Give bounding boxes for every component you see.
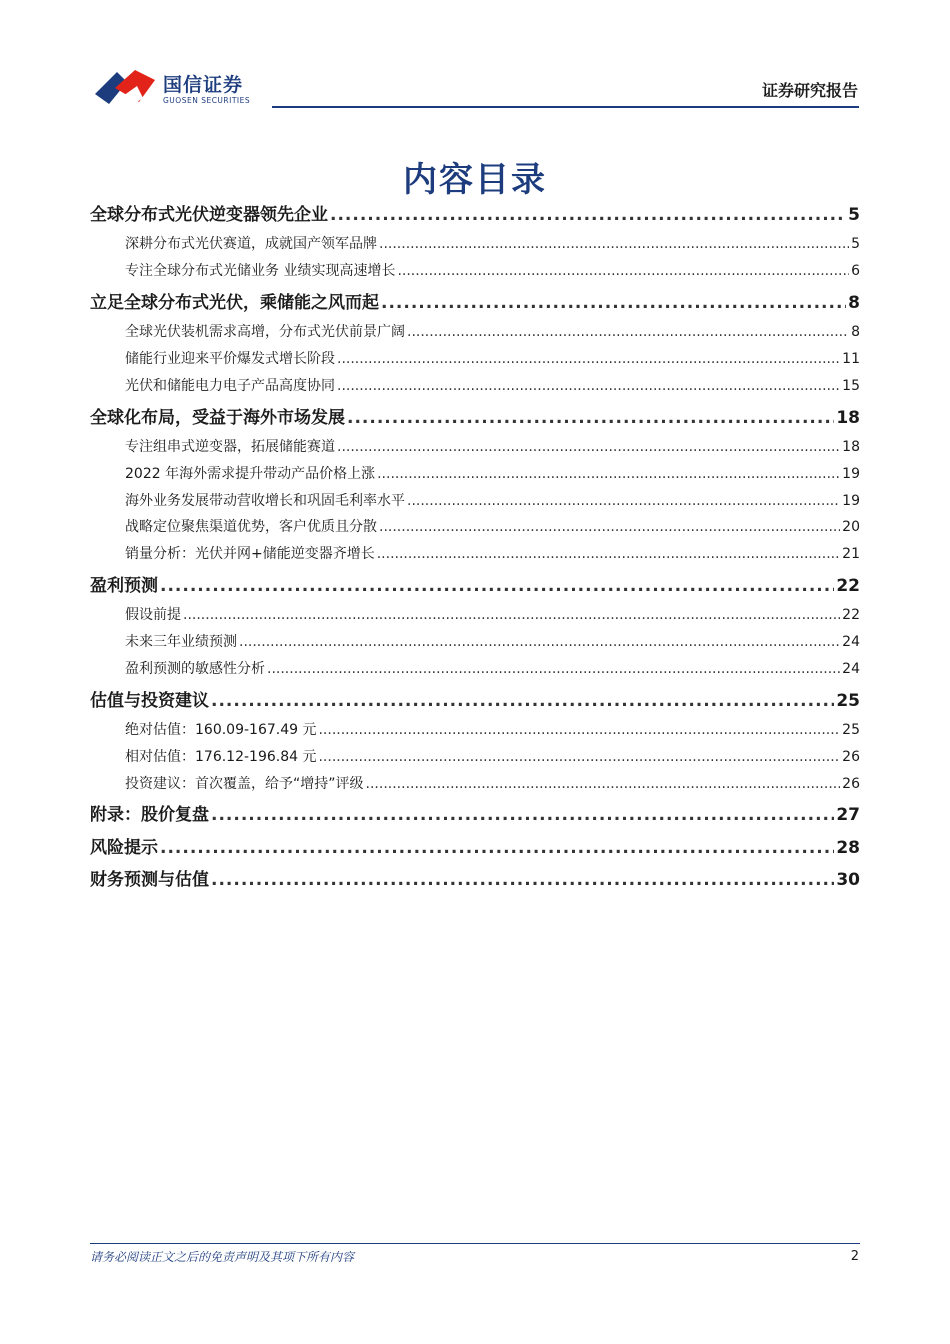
footer-divider — [90, 1243, 860, 1244]
toc-entry-page: 28 — [836, 838, 860, 858]
page-header — [0, 0, 950, 110]
toc-chapter-entry[interactable] — [90, 288, 860, 313]
toc-entry-page: 8 — [848, 293, 860, 313]
toc-section-entry[interactable] — [90, 746, 860, 766]
toc-dot-leader — [377, 546, 840, 562]
toc-entry-page: 6 — [851, 263, 860, 279]
toc-dot-leader — [407, 324, 849, 340]
toc-entry-page: 8 — [851, 324, 860, 340]
toc-entry-title: 立足全球分布式光伏，乘储能之风而起 — [90, 293, 379, 313]
header-divider — [272, 106, 859, 108]
toc-entry-page: 22 — [836, 576, 860, 596]
toc-chapter-entry[interactable] — [90, 833, 860, 858]
toc-dot-leader — [267, 661, 840, 677]
toc-section-entry[interactable] — [90, 260, 860, 280]
toc-dot-leader — [347, 408, 834, 428]
toc-entry-title: 风险提示 — [90, 838, 158, 858]
toc-chapter-entry[interactable] — [90, 200, 860, 225]
toc-dot-leader — [211, 691, 834, 711]
toc-section-entry[interactable] — [90, 321, 860, 341]
toc-entry-page: 20 — [842, 519, 860, 535]
toc-section-entry[interactable] — [90, 490, 860, 510]
toc-chapter-entry[interactable] — [90, 800, 860, 825]
toc-section-entry[interactable] — [90, 516, 860, 536]
toc-entry-page: 19 — [842, 493, 860, 509]
logo-text-en: GUOSEN SECURITIES — [163, 96, 251, 105]
toc-entry-title: 估值与投资建议 — [90, 691, 209, 711]
toc-entry-title: 全球化布局，受益于海外市场发展 — [90, 408, 345, 428]
toc-entry-title: 2022 年海外需求提升带动产品价格上涨 — [125, 466, 376, 482]
guosen-logo-icon — [93, 66, 159, 110]
toc-section-entry[interactable] — [90, 658, 860, 678]
toc-entry-title: 假设前提 — [125, 607, 181, 623]
toc-chapter-entry[interactable] — [90, 686, 860, 711]
toc-dot-leader — [183, 607, 840, 623]
toc-dot-leader — [160, 838, 834, 858]
toc-entry-page: 5 — [848, 205, 860, 225]
guosen-logo — [93, 66, 263, 110]
footer-disclaimer: 请务必阅读正文之后的免责声明及其项下所有内容 — [90, 1250, 355, 1264]
toc-dot-leader — [160, 576, 834, 596]
toc-entry-page: 15 — [842, 378, 860, 394]
toc-entry-page: 18 — [836, 408, 860, 428]
toc-entry-title: 相对估值：176.12-196.84 元 — [125, 749, 317, 765]
logo-text-cn: 国信证券 — [163, 74, 244, 96]
toc-dot-leader — [318, 722, 840, 738]
toc-entry-page: 26 — [842, 776, 860, 792]
toc-entry-page: 19 — [842, 466, 860, 482]
toc-entry-title: 投资建议：首次覆盖，给予“增持”评级 — [125, 776, 364, 792]
toc-dot-leader — [337, 378, 840, 394]
toc-chapter-entry[interactable] — [90, 403, 860, 428]
toc-dot-leader — [381, 293, 846, 313]
toc-dot-leader — [211, 805, 834, 825]
toc-section-entry[interactable] — [90, 543, 860, 563]
toc-dot-leader — [330, 205, 846, 225]
toc-entry-page: 5 — [851, 236, 860, 252]
report-type-label: 证券研究报告 — [761, 81, 858, 100]
toc-section-entry[interactable] — [90, 233, 860, 253]
toc-dot-leader — [397, 263, 849, 279]
toc-section-entry[interactable] — [90, 604, 860, 624]
toc-entry-page: 22 — [842, 607, 860, 623]
toc-section-entry[interactable] — [90, 463, 860, 483]
toc-entry-title: 专注组串式逆变器，拓展储能赛道 — [125, 439, 335, 455]
toc-dot-leader — [366, 776, 841, 792]
toc-entry-title: 光伏和储能电力电子产品高度协同 — [125, 378, 335, 394]
toc-section-entry[interactable] — [90, 436, 860, 456]
toc-dot-leader — [337, 439, 840, 455]
toc-entry-title: 盈利预测的敏感性分析 — [125, 661, 265, 677]
toc-entry-page: 24 — [842, 634, 860, 650]
toc-dot-leader — [211, 870, 834, 890]
toc-dot-leader — [239, 634, 840, 650]
toc-entry-page: 27 — [836, 805, 860, 825]
toc-dot-leader — [407, 493, 840, 509]
toc-entry-page: 25 — [836, 691, 860, 711]
toc-dot-leader — [377, 466, 840, 482]
page-number: 2 — [850, 1249, 859, 1264]
toc-entry-title: 海外业务发展带动营收增长和巩固毛利率水平 — [125, 493, 405, 509]
toc-section-entry[interactable] — [90, 719, 860, 739]
toc-chapter-entry[interactable] — [90, 571, 860, 596]
toc-title: 内容目录 — [403, 160, 547, 200]
toc-entry-page: 24 — [842, 661, 860, 677]
toc-entry-title: 战略定位聚焦渠道优势，客户优质且分散 — [125, 519, 377, 535]
toc-entry-title: 全球分布式光伏逆变器领先企业 — [90, 205, 328, 225]
toc-dot-leader — [379, 236, 849, 252]
toc-entry-title: 专注全球分布式光储业务 业绩实现高速增长 — [125, 263, 396, 279]
toc-entry-title: 全球光伏装机需求高增，分布式光伏前景广阔 — [125, 324, 405, 340]
toc-entry-title: 未来三年业绩预测 — [125, 634, 237, 650]
toc-entry-page: 25 — [842, 722, 860, 738]
toc-entry-page: 30 — [836, 870, 860, 890]
toc-entry-title: 盈利预测 — [90, 576, 158, 596]
toc-entry-page: 18 — [842, 439, 860, 455]
toc-entry-title: 储能行业迎来平价爆发式增长阶段 — [125, 351, 335, 367]
toc-dot-leader — [379, 519, 840, 535]
toc-dot-leader — [337, 351, 840, 367]
toc-entry-title: 财务预测与估值 — [90, 870, 209, 890]
toc-section-entry[interactable] — [90, 348, 860, 368]
toc-section-entry[interactable] — [90, 631, 860, 651]
toc-dot-leader — [318, 749, 840, 765]
toc-entry-title: 附录：股价复盘 — [90, 805, 209, 825]
toc-entry-page: 21 — [842, 546, 860, 562]
toc-entry-title: 绝对估值：160.09-167.49 元 — [125, 722, 317, 738]
toc-entry-page: 26 — [842, 749, 860, 765]
toc-entry-title: 销量分析：光伏并网+储能逆变器齐增长 — [125, 546, 375, 562]
toc-section-entry[interactable] — [90, 375, 860, 395]
toc-chapter-entry[interactable] — [90, 865, 860, 890]
toc-entry-page: 11 — [842, 351, 860, 367]
toc-section-entry[interactable] — [90, 773, 860, 793]
toc-entry-title: 深耕分布式光伏赛道，成就国产领军品牌 — [125, 236, 377, 252]
